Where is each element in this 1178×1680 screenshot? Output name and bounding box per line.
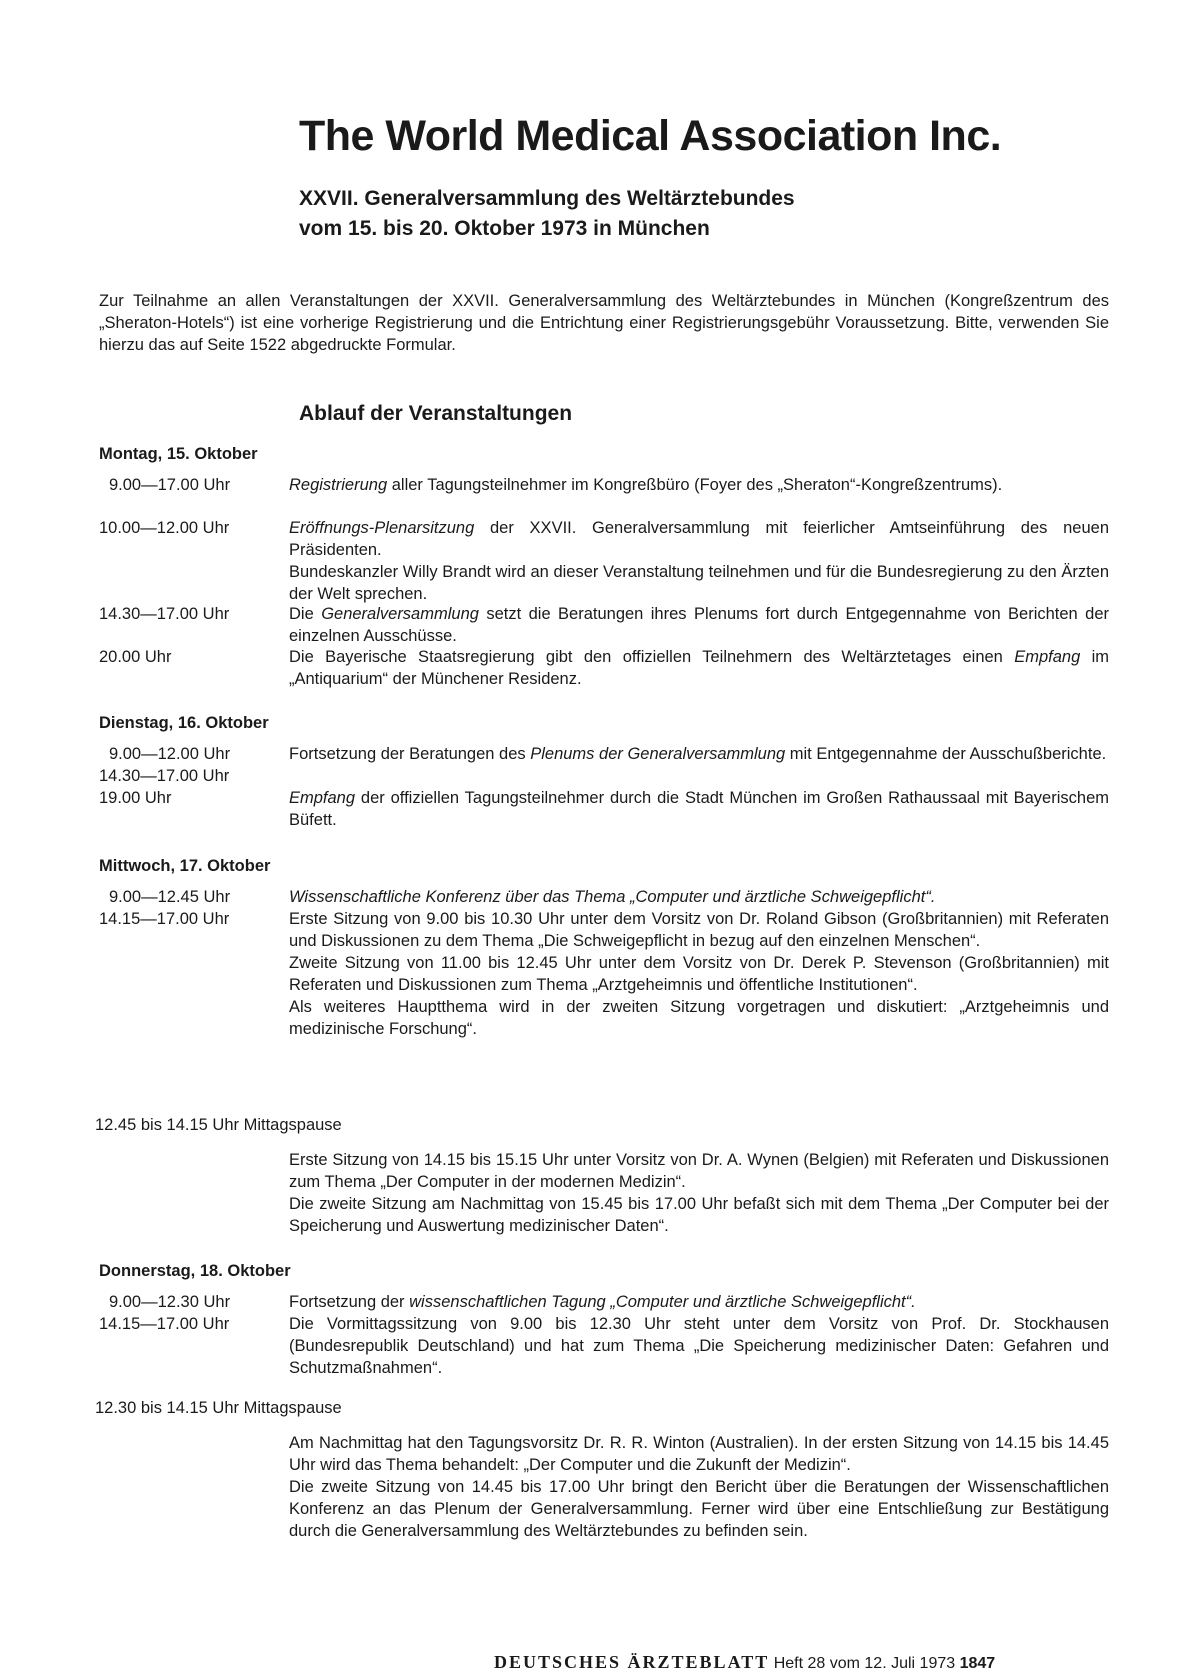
event-text: aller Tagungsteilnehmer im Kongreßbüro (Foyer des „Sheraton“-Kongreßzentrums). xyxy=(387,476,1003,494)
event-emphasis: Empfang xyxy=(1014,648,1081,666)
afternoon-sessions xyxy=(289,1432,1109,1542)
event-emphasis: Eröffnungs-Plenarsitzung xyxy=(289,519,475,537)
event-row xyxy=(99,646,1109,690)
event-text: Die zweite Sitzung von 14.45 bis 17.00 Uhr bringt den Bericht über die Beratungen der Wissenschaftlichen Konferenz an das Plenum der Generalversammlung. Ferner wird über eine Entschließung zur Bestätigung durch die Generalversammlung des Weltärztebundes zu befinden sein. xyxy=(289,1478,1109,1540)
event-row xyxy=(99,603,1109,647)
day-heading-thursday: Donnerstag, 18. Oktober xyxy=(99,1262,291,1280)
event-text: setzt die Beratungen ihres Plenums fort durch Entgegennahme von Berichten der einzelnen Ausschüsse. xyxy=(289,605,1109,645)
subtitle-line-1: XXVII. Generalversammlung des Weltärztebundes xyxy=(299,187,795,210)
journal-name: DEUTSCHES ÄRZTEBLATT xyxy=(494,1652,770,1672)
event-description xyxy=(289,787,1109,831)
event-text: Erste Sitzung von 14.15 bis 15.15 Uhr unter Vorsitz von Dr. A. Wynen (Belgien) mit Referaten und Diskussionen zum Thema „Der Computer in der modernen Medizin“. xyxy=(289,1151,1109,1191)
event-time: 9.00—12.30 Uhr xyxy=(109,1293,231,1311)
event-emphasis: Registrierung xyxy=(289,476,388,494)
day-heading-wednesday: Mittwoch, 17. Oktober xyxy=(99,857,271,875)
event-text: im „Antiquarium“ der Münchener Residenz. xyxy=(289,648,1110,688)
subtitle-line-2: vom 15. bis 20. Oktober 1973 in München xyxy=(299,217,710,240)
event-text: Die zweite Sitzung am Nachmittag von 15.45 bis 17.00 Uhr befaßt sich mit dem Thema „Der Computer bei der Speicherung und Auswertung medizinischer Daten“. xyxy=(289,1195,1109,1235)
page-number: 1847 xyxy=(959,1655,996,1672)
document-title: The World Medical Association Inc. xyxy=(299,112,1002,160)
day-heading-monday: Montag, 15. Oktober xyxy=(99,445,258,463)
event-description xyxy=(289,1291,1109,1379)
lunch-break: 12.30 bis 14.15 Uhr Mittagspause xyxy=(95,1399,342,1417)
event-row xyxy=(99,474,1109,496)
day-heading-tuesday: Dienstag, 16. Oktober xyxy=(99,714,269,732)
event-text: mit Entgegennahme der Ausschußberichte. xyxy=(785,745,1107,763)
event-time: 20.00 Uhr xyxy=(99,648,172,666)
event-text: Fortsetzung der xyxy=(289,1293,410,1311)
event-text: Die xyxy=(289,605,322,623)
event-time: 9.00—17.00 Uhr xyxy=(109,476,231,494)
event-time: 10.00—12.00 Uhr xyxy=(99,519,230,537)
event-text: Fortsetzung der Beratungen des xyxy=(289,745,531,763)
event-text: Zweite Sitzung von 11.00 bis 12.45 Uhr unter dem Vorsitz von Dr. Derek P. Stevenson (Großbritannien) mit Referaten und Diskussionen zum Thema „Arztgeheimnis und öffentliche Institutionen“. xyxy=(289,954,1109,994)
event-emphasis: Plenums der Generalversammlung xyxy=(530,745,786,763)
event-row xyxy=(99,743,1109,765)
event-text: der XXVII. Generalversammlung mit feierlicher Amtseinführung des neuen Präsidenten. xyxy=(289,519,1109,559)
event-description xyxy=(289,743,1109,765)
page-footer xyxy=(494,1652,1094,1673)
event-emphasis: wissenschaftlichen Tagung „Computer und ärztliche Schweigepflicht“. xyxy=(409,1293,916,1311)
event-text: Erste Sitzung von 9.00 bis 10.30 Uhr unter dem Vorsitz von Dr. Roland Gibson (Großbritannien) mit Referaten und Diskussionen zu dem Thema „Die Schweigepflicht in bezug auf den einzelnen Menschen“. xyxy=(289,910,1109,950)
issue-info: Heft 28 vom 12. Juli 1973 xyxy=(773,1655,956,1672)
event-description xyxy=(289,603,1109,647)
event-emphasis: Wissenschaftliche Konferenz über das Thema „Computer und ärztliche Schweigepflicht“. xyxy=(289,888,936,906)
event-time: 19.00 Uhr xyxy=(99,789,172,807)
event-time: 14.30—17.00 Uhr xyxy=(99,767,230,785)
event-description xyxy=(289,474,1109,496)
afternoon-sessions xyxy=(289,1149,1109,1237)
event-text: Die Vormittagssitzung von 9.00 bis 12.30 Uhr steht unter dem Vorsitz von Prof. Dr. Stockhausen (Bundesrepublik Deutschland) und hat zum Thema „Die Speicherung medizinischer Daten: Gefahren und Schutzmaßnahmen“. xyxy=(289,1315,1109,1377)
document-subtitle xyxy=(299,184,795,244)
event-emphasis: Generalversammlung xyxy=(321,605,479,623)
event-time: 9.00—12.45 Uhr xyxy=(109,888,231,906)
event-description xyxy=(289,886,1109,1040)
event-text: Am Nachmittag hat den Tagungsvorsitz Dr. R. R. Winton (Australien). In der ersten Sitzung von 14.15 bis 14.45 Uhr wird das Thema behandelt: „Der Computer und die Zukunft der Medizin“. xyxy=(289,1434,1109,1474)
event-time: 14.30—17.00 Uhr xyxy=(99,605,230,623)
program-heading: Ablauf der Veranstaltungen xyxy=(299,402,573,425)
event-text: Bundeskanzler Willy Brandt wird an dieser Veranstaltung teilnehmen und für die Bundesregierung zu den Ärzten der Welt sprechen. xyxy=(289,563,1109,603)
event-row xyxy=(99,1291,1109,1379)
event-emphasis: Empfang xyxy=(289,789,356,807)
intro-paragraph: Zur Teilnahme an allen Veranstaltungen der XXVII. Generalversammlung des Weltärztebundes in München (Kongreßzentrum des „Sheraton-Hotels“) ist eine vorherige Registrierung und die Entrichtung einer Registrierungsgebühr Voraussetzung. Bitte, verwenden Sie hierzu das auf Seite 1522 abgedruckte Formular. xyxy=(99,292,1109,354)
event-text: Die Bayerische Staatsregierung gibt den offiziellen Teilnehmern des Weltärztetages einen xyxy=(289,648,1015,666)
event-row xyxy=(99,517,1109,605)
event-time: 14.15—17.00 Uhr xyxy=(99,910,230,928)
event-row xyxy=(99,787,1109,831)
event-text: Als weiteres Hauptthema wird in der zweiten Sitzung vorgetragen und diskutiert: „Arztgeheimnis und medizinische Forschung“. xyxy=(289,998,1109,1038)
lunch-break: 12.45 bis 14.15 Uhr Mittagspause xyxy=(95,1116,342,1134)
event-text: der offiziellen Tagungsteilnehmer durch die Stadt München im Großen Rathaussaal mit Bayerischem Büfett. xyxy=(289,789,1109,829)
event-description xyxy=(289,517,1109,605)
event-description xyxy=(289,646,1109,690)
event-time: 9.00—12.00 Uhr xyxy=(109,745,231,763)
event-time: 14.15—17.00 Uhr xyxy=(99,1315,230,1333)
